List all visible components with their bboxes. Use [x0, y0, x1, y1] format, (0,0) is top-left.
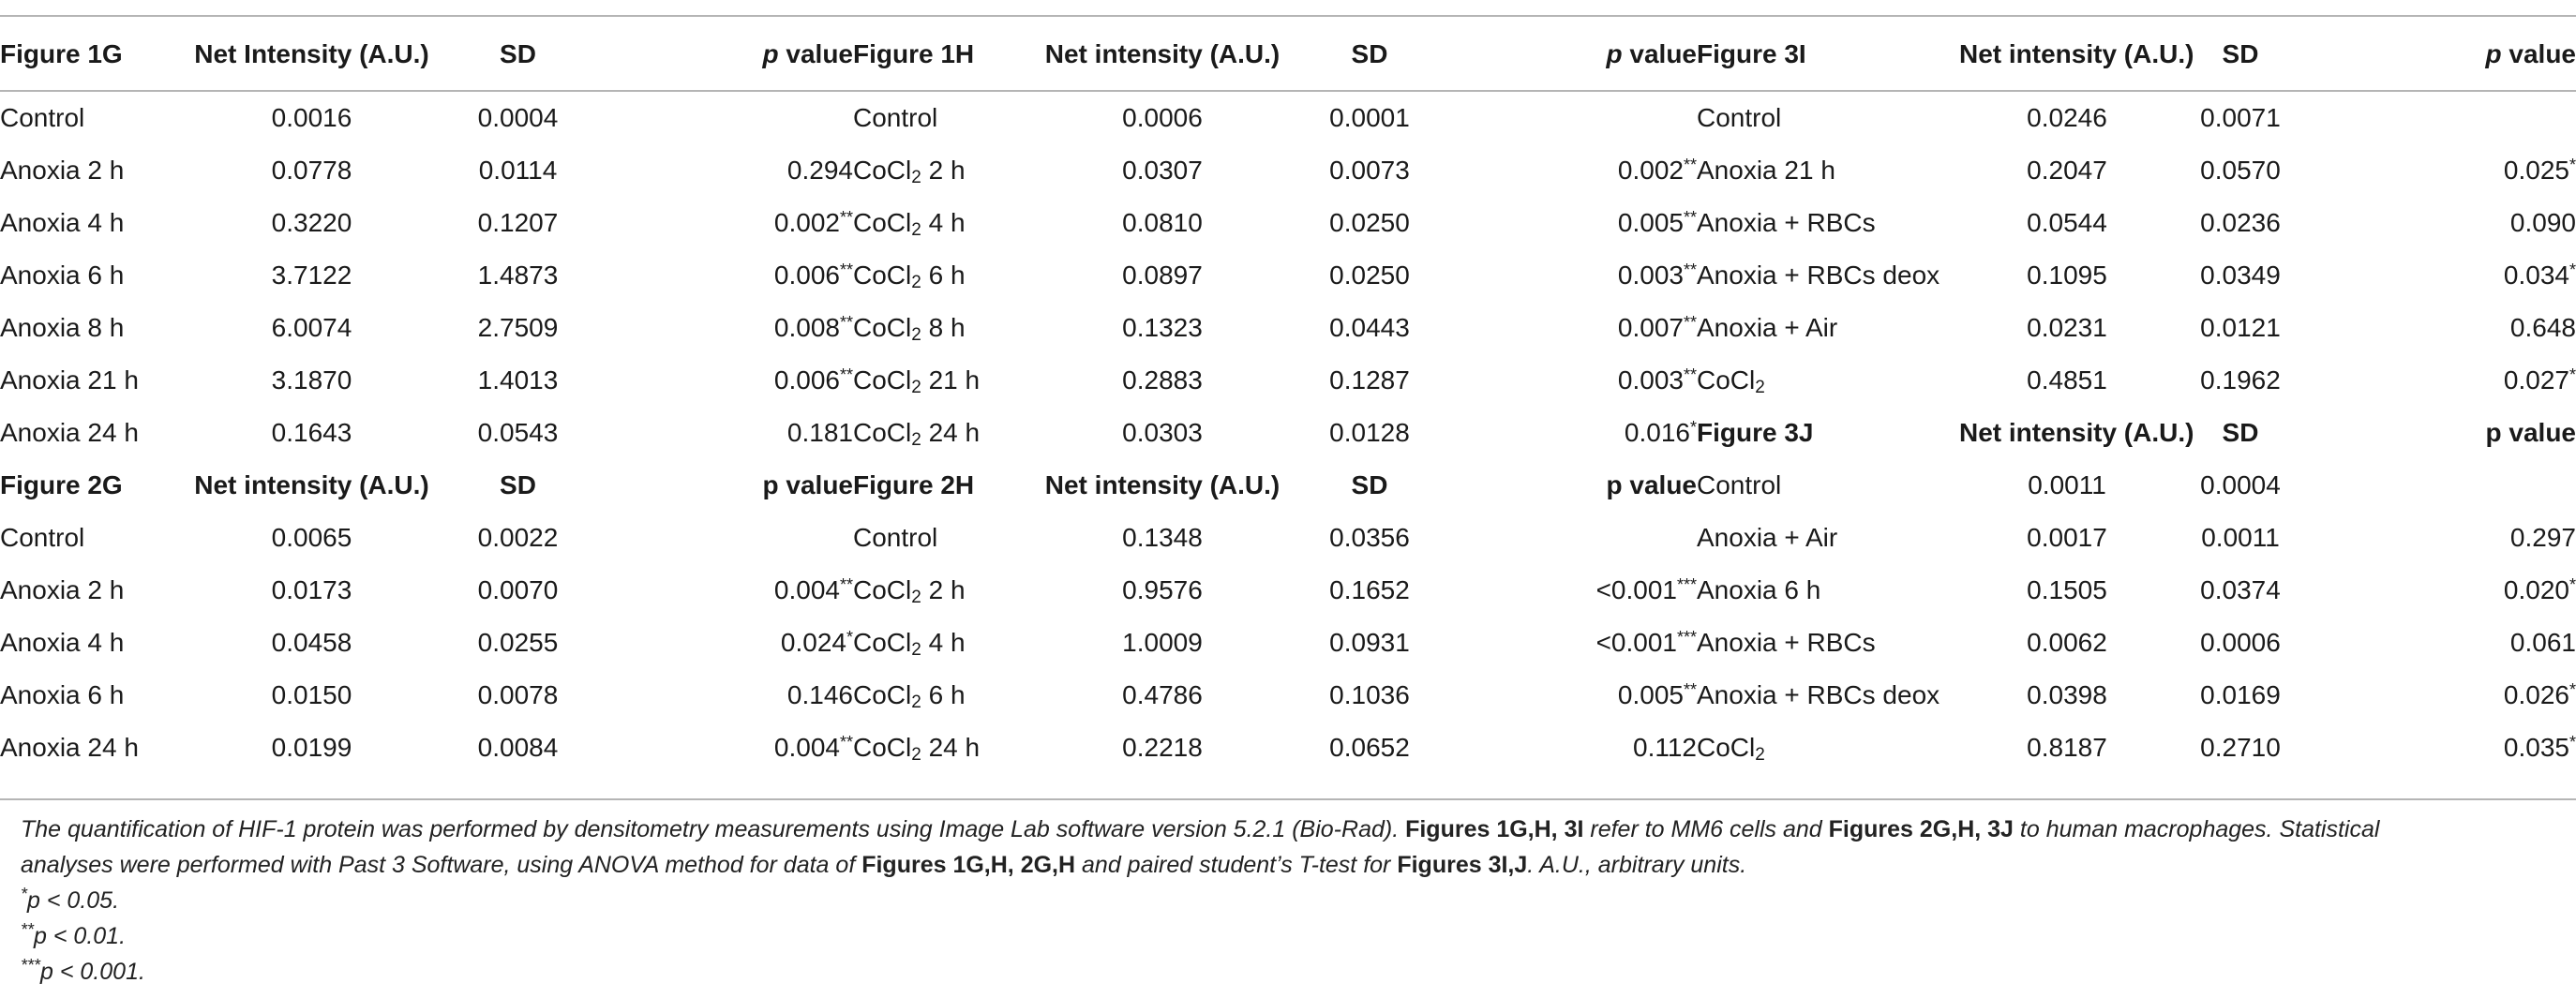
- column-header: Net intensity (A.U.): [194, 470, 429, 499]
- table-cell: 0.0071: [2200, 103, 2281, 132]
- column-header: Figure 2G: [0, 470, 123, 499]
- table-cell: 0.112: [1633, 733, 1697, 762]
- table-cell: 0.0016: [271, 103, 352, 132]
- table-cell: 0.0356: [1329, 523, 1410, 552]
- column-header: p value: [1606, 39, 1697, 68]
- table-cell: 0.0070: [477, 575, 559, 604]
- table-cell: [1445, 92, 1697, 144]
- table-cell: Control: [1697, 103, 1782, 132]
- table-cell: 3.1870: [271, 365, 352, 395]
- table-cell: 0.0349: [2200, 261, 2281, 290]
- table-cell: 0.0250: [1329, 261, 1410, 290]
- table-cell: 0.035*: [2503, 733, 2576, 762]
- table-cell: 0.0006: [1122, 103, 1203, 132]
- table-cell: 0.027*: [2503, 365, 2576, 395]
- table-cell: Anoxia 21 h: [0, 365, 139, 395]
- table-cell: CoCl$_2$ 21 h: [853, 365, 981, 397]
- table-row: [0, 459, 2576, 512]
- table-cell: 0.4851: [2027, 365, 2107, 395]
- table-cell: CoCl$_2$ 4 h: [853, 208, 966, 240]
- table-cell: 0.1652: [1329, 575, 1410, 604]
- table-cell: 0.1036: [1329, 680, 1410, 709]
- table-cell: 0.0544: [2027, 208, 2107, 237]
- table-cell: CoCl$_2$ 24 h: [853, 733, 981, 765]
- table-cell: 0.146: [786, 680, 853, 709]
- table-cell: 0.181: [786, 418, 853, 447]
- figure-reference: Figures 1G,H, 2G,H: [861, 852, 1076, 878]
- significance-note-1: *p < 0.05.: [21, 885, 120, 914]
- table-cell: 0.9576: [1122, 575, 1203, 604]
- table-cell: 0.002**: [773, 208, 853, 237]
- table-cell: 0.0169: [2200, 680, 2281, 709]
- table-cell: 0.0004: [477, 103, 559, 132]
- table-cell: Anoxia 2 h: [0, 575, 125, 604]
- column-header: Figure 2H: [853, 470, 975, 499]
- column-header: SD: [2222, 39, 2259, 68]
- table-cell: Anoxia 8 h: [0, 313, 125, 342]
- table-cell: 0.0173: [271, 575, 352, 604]
- table-row: [0, 249, 2576, 302]
- table-cell: 0.0250: [1329, 208, 1410, 237]
- table-cell: 0.2883: [1122, 365, 1203, 395]
- table-footnote: [21, 812, 2552, 990]
- table-cell: 0.0128: [1329, 418, 1410, 447]
- table-body: [0, 17, 2576, 774]
- table-row: [0, 407, 2576, 459]
- table-cell: 0.0236: [2200, 208, 2281, 237]
- table-cell: 0.0011: [2028, 470, 2106, 499]
- table-row: [0, 92, 2576, 144]
- table-cell: 0.1962: [2200, 365, 2281, 395]
- table-cell: 0.0078: [477, 680, 559, 709]
- table-cell: 0.648: [2509, 313, 2576, 342]
- table-cell: Control: [853, 523, 938, 552]
- table-cell: 0.1287: [1329, 365, 1410, 395]
- table-cell: 0.034*: [2503, 261, 2576, 290]
- column-header: p value: [762, 39, 853, 68]
- table-cell: 0.0011: [2201, 523, 2280, 552]
- column-header: Figure 3J: [1697, 418, 1814, 447]
- column-header: p value: [1606, 470, 1697, 499]
- table-cell: 0.297: [2509, 523, 2576, 552]
- table-row: [0, 354, 2576, 407]
- column-header: SD: [500, 39, 536, 68]
- table-cell: 0.0073: [1329, 156, 1410, 185]
- table-cell: 0.0255: [477, 628, 559, 657]
- column-header: p value: [762, 470, 853, 499]
- table-cell: CoCl$_2$ 6 h: [853, 261, 966, 292]
- column-header: Net intensity (A.U.): [1959, 418, 2194, 447]
- table-cell: 0.006**: [773, 261, 853, 290]
- table-cell: 2.7509: [477, 313, 559, 342]
- table-cell: 1.0009: [1122, 628, 1203, 657]
- table-row: [0, 197, 2576, 249]
- footnote-text: analyses were performed with Past 3 Software, using ANOVA method for data of: [21, 852, 862, 878]
- table-cell: 0.0022: [477, 523, 559, 552]
- table-cell: Anoxia + RBCs: [1697, 628, 1876, 657]
- table-cell: 0.1348: [1122, 523, 1203, 552]
- table-cell: 0.0001: [1329, 103, 1410, 132]
- table-cell: [2306, 92, 2576, 144]
- table-cell: Anoxia 6 h: [0, 680, 125, 709]
- table-cell: 0.0398: [2027, 680, 2107, 709]
- table-cell: 0.026*: [2503, 680, 2576, 709]
- table-cell: CoCl$_2$ 8 h: [853, 313, 966, 345]
- table-cell: 1.4013: [477, 365, 559, 395]
- table-cell: Anoxia + Air: [1697, 523, 1838, 552]
- table-cell: 0.004**: [773, 733, 853, 762]
- table-cell: 0.8187: [2027, 733, 2107, 762]
- table-cell: Anoxia 4 h: [0, 628, 125, 657]
- table-cell: 0.0458: [271, 628, 352, 657]
- table-cell: 0.0231: [2027, 313, 2107, 342]
- table-cell: CoCl$_2$ 2 h: [853, 575, 966, 607]
- table-cell: 0.004**: [773, 575, 853, 604]
- table-cell: 0.006**: [773, 365, 853, 395]
- table-cell: 0.0303: [1122, 418, 1203, 447]
- table-cell: 0.0246: [2027, 103, 2107, 132]
- column-header: Figure 1G: [0, 39, 123, 68]
- table-row: [0, 564, 2576, 617]
- footnote-text: refer to MM6 cells and: [1583, 816, 1829, 842]
- significance-note-3: ***p < 0.001.: [21, 956, 145, 985]
- table-cell: Control: [0, 523, 85, 552]
- table-row: [0, 722, 2576, 774]
- table-cell: CoCl$_2$: [1697, 365, 1765, 397]
- column-header: Figure 3I: [1697, 39, 1806, 68]
- table-cell: Anoxia + Air: [1697, 313, 1838, 342]
- table-row: [0, 617, 2576, 669]
- table-cell: 0.0199: [271, 733, 352, 762]
- table-cell: Anoxia 6 h: [1697, 575, 1821, 604]
- figure-reference: Figures 1G,H, 3I: [1405, 816, 1584, 842]
- table-cell: Anoxia + RBCs: [1697, 208, 1876, 237]
- table-cell: 0.025*: [2503, 156, 2576, 185]
- table-cell: 0.0062: [2027, 628, 2107, 657]
- table-row: [0, 669, 2576, 722]
- table-cell: [591, 92, 853, 144]
- footnote-line-1: [21, 812, 2552, 847]
- column-header: SD: [500, 470, 536, 499]
- table-cell: 0.0121: [2200, 313, 2281, 342]
- column-header: Net intensity (A.U.): [1044, 39, 1281, 68]
- table-cell: 0.0931: [1329, 628, 1410, 657]
- table-cell: 0.090: [2509, 208, 2576, 237]
- table-cell: 0.0810: [1122, 208, 1203, 237]
- table-cell: Anoxia 24 h: [0, 418, 139, 447]
- table-cell: 6.0074: [271, 313, 352, 342]
- table-cell: 0.2047: [2027, 156, 2107, 185]
- table-cell: Anoxia 4 h: [0, 208, 125, 237]
- table-row: [0, 302, 2576, 354]
- table-cell: CoCl$_2$ 2 h: [853, 156, 966, 187]
- table-cell: 0.0307: [1122, 156, 1203, 185]
- table-cell: 0.0778: [271, 156, 352, 185]
- table-cell: <0.001***: [1595, 575, 1697, 604]
- table-cell: 0.0652: [1329, 733, 1410, 762]
- table-cell: Anoxia 2 h: [0, 156, 125, 185]
- table-cell: Anoxia 21 h: [1697, 156, 1835, 185]
- table-cell: 0.061: [2509, 628, 2576, 657]
- column-header: SD: [1351, 39, 1388, 68]
- table-cell: 0.0017: [2027, 523, 2107, 552]
- column-header: SD: [1351, 470, 1388, 499]
- table-cell: 0.007**: [1617, 313, 1697, 342]
- hif-quantification-table: [0, 17, 2576, 774]
- table-cell: CoCl$_2$ 4 h: [853, 628, 966, 660]
- table-cell: 0.1207: [477, 208, 559, 237]
- footnote-text: to human macrophages. Statistical: [2013, 816, 2380, 842]
- table-bottom-rule: [0, 798, 2576, 800]
- table-cell: 0.1643: [271, 418, 352, 447]
- footnote-text: The quantification of HIF-1 protein was performed by densitometry measurements using Image Lab software version 5.2.1 (Bio-Rad).: [21, 816, 1406, 842]
- column-header: p value: [2485, 39, 2576, 68]
- footnote-text: and paired student’s T-test for: [1075, 852, 1398, 878]
- table-cell: 0.1323: [1122, 313, 1203, 342]
- table-cell: 0.008**: [773, 313, 853, 342]
- table-cell: 0.4786: [1122, 680, 1203, 709]
- column-header: p value: [2485, 418, 2576, 447]
- table-cell: Anoxia 24 h: [0, 733, 139, 762]
- table-cell: CoCl$_2$ 24 h: [853, 418, 981, 450]
- table-cell: 0.002**: [1617, 156, 1697, 185]
- table-row: [0, 512, 2576, 564]
- footnote-line-2: [21, 847, 2552, 883]
- table-cell: 0.003**: [1617, 261, 1697, 290]
- table-cell: 0.294: [786, 156, 853, 185]
- table-cell: 0.2710: [2200, 733, 2281, 762]
- table-cell: 0.0006: [2200, 628, 2281, 657]
- table-cell: 0.016*: [1624, 418, 1697, 447]
- table-cell: 1.4873: [477, 261, 559, 290]
- column-header: Net intensity (A.U.): [1959, 39, 2194, 68]
- table-cell: [1445, 512, 1697, 564]
- figure-reference: Figures 2G,H, 3J: [1828, 816, 2014, 842]
- column-header: SD: [2222, 418, 2259, 447]
- table-cell: Anoxia + RBCs deox: [1697, 680, 1940, 709]
- column-header: Net Intensity (A.U.): [194, 39, 429, 68]
- figure-reference: Figures 3I,J: [1397, 852, 1528, 878]
- table-cell: <0.001***: [1595, 628, 1697, 657]
- table-cell: 0.0150: [271, 680, 352, 709]
- significance-note-2: **p < 0.01.: [21, 920, 127, 949]
- table-cell: 0.003**: [1617, 365, 1697, 395]
- table-row: [0, 144, 2576, 197]
- table-cell: CoCl$_2$ 6 h: [853, 680, 966, 712]
- table-cell: Control: [1697, 470, 1782, 499]
- table-cell: 0.0084: [477, 733, 559, 762]
- column-header: Figure 1H: [853, 39, 975, 68]
- table-cell: CoCl$_2$: [1697, 733, 1765, 765]
- table-cell: 0.1095: [2027, 261, 2107, 290]
- table-cell: 0.0114: [478, 156, 558, 185]
- table-cell: 0.0897: [1122, 261, 1203, 290]
- table-cell: 0.0443: [1329, 313, 1410, 342]
- table-cell: Anoxia + RBCs deox: [1697, 261, 1940, 290]
- table-cell: 0.005**: [1617, 208, 1697, 237]
- table-cell: Control: [853, 103, 938, 132]
- table-cell: 0.1505: [2027, 575, 2107, 604]
- table-cell: 0.0543: [477, 418, 559, 447]
- table-cell: 0.0570: [2200, 156, 2281, 185]
- table-cell: 3.7122: [271, 261, 352, 290]
- table-cell: Anoxia 6 h: [0, 261, 125, 290]
- table-cell: 0.0065: [271, 523, 352, 552]
- table-cell: 0.2218: [1122, 733, 1203, 762]
- table-cell: 0.3220: [271, 208, 352, 237]
- table-cell: Control: [0, 103, 85, 132]
- table-cell: [591, 512, 853, 564]
- column-header: Net intensity (A.U.): [1044, 470, 1281, 499]
- footnote-text: . A.U., arbitrary units.: [1527, 852, 1747, 878]
- table-cell: 0.024*: [780, 628, 853, 657]
- header-row: [0, 17, 2576, 92]
- table-cell: 0.0004: [2200, 470, 2281, 499]
- table-cell: 0.005**: [1617, 680, 1697, 709]
- table-cell: 0.020*: [2503, 575, 2576, 604]
- table-cell: [2306, 459, 2576, 512]
- table-cell: 0.0374: [2200, 575, 2281, 604]
